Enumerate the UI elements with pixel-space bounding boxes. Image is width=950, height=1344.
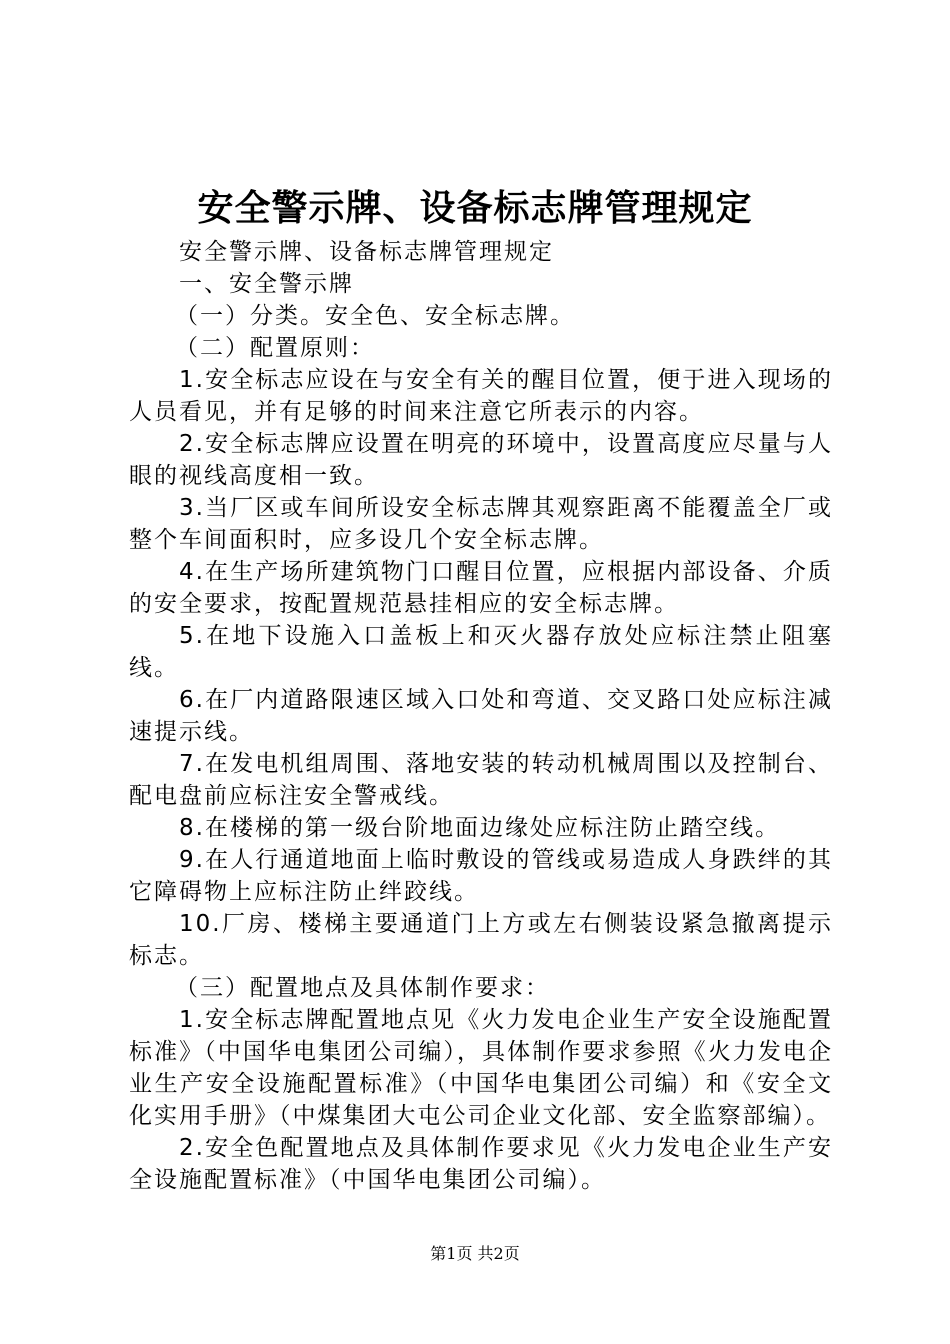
paragraph-doc-heading: 安全警示牌、设备标志牌管理规定 [179,239,554,265]
section-heading-safety-signs: 一、安全警示牌 [179,271,354,297]
subsection-principles: （二）配置原则： [175,335,375,361]
list-item: 1.安全标志牌配置地点见《火力发电企业生产安全设施配置标准》（中国华电集团公司编），具体制作要求参照《火力发电企业生产安全设施配置标准》（中国华电集团公司编）和《安全文化实用手册》（中煤集团大屯公司企业文化部、安全监察部编）。 [129,1007,833,1129]
list-item: 1.安全标志应设在与安全有关的醒目位置，便于进入现场的人员看见，并有足够的时间来注意它所表示的内容。 [129,367,833,425]
list-item: 10.厂房、楼梯主要通道门上方或左右侧装设紧急撤离提示标志。 [129,911,833,969]
document-title: 安全警示牌、设备标志牌管理规定 [197,187,753,229]
list-item: 9.在人行通道地面上临时敷设的管线或易造成人身跌绊的其它障碍物上应标注防止绊跤线。 [129,847,833,905]
list-item: 6.在厂内道路限速区域入口处和弯道、交叉路口处应标注减速提示线。 [129,687,833,745]
list-item: 8.在楼梯的第一级台阶地面边缘处应标注防止踏空线。 [179,815,780,841]
subsection-classification: （一）分类。安全色、安全标志牌。 [175,303,575,329]
list-item: 7.在发电机组周围、落地安装的转动机械周围以及控制台、配电盘前应标注安全警戒线。 [129,751,833,809]
list-item: 4.在生产场所建筑物门口醒目位置，应根据内部设备、介质的安全要求，按配置规范悬挂相应的安全标志牌。 [129,559,833,617]
list-item: 3.当厂区或车间所设安全标志牌其观察距离不能覆盖全厂或整个车间面积时，应多设几个安全标志牌。 [129,495,833,553]
list-item: 2.安全色配置地点及具体制作要求见《火力发电企业生产安全设施配置标准》（中国华电集团公司编）。 [129,1135,833,1193]
document-body [129,236,833,1196]
list-item: 5.在地下设施入口盖板上和灭火器存放处应标注禁止阻塞线。 [129,623,833,681]
list-item: 2.安全标志牌应设置在明亮的环境中，设置高度应尽量与人眼的视线高度相一致。 [129,431,833,489]
page-footer: 第1页 共2页 [430,1244,520,1263]
subsection-locations: （三）配置地点及具体制作要求： [175,975,550,1001]
